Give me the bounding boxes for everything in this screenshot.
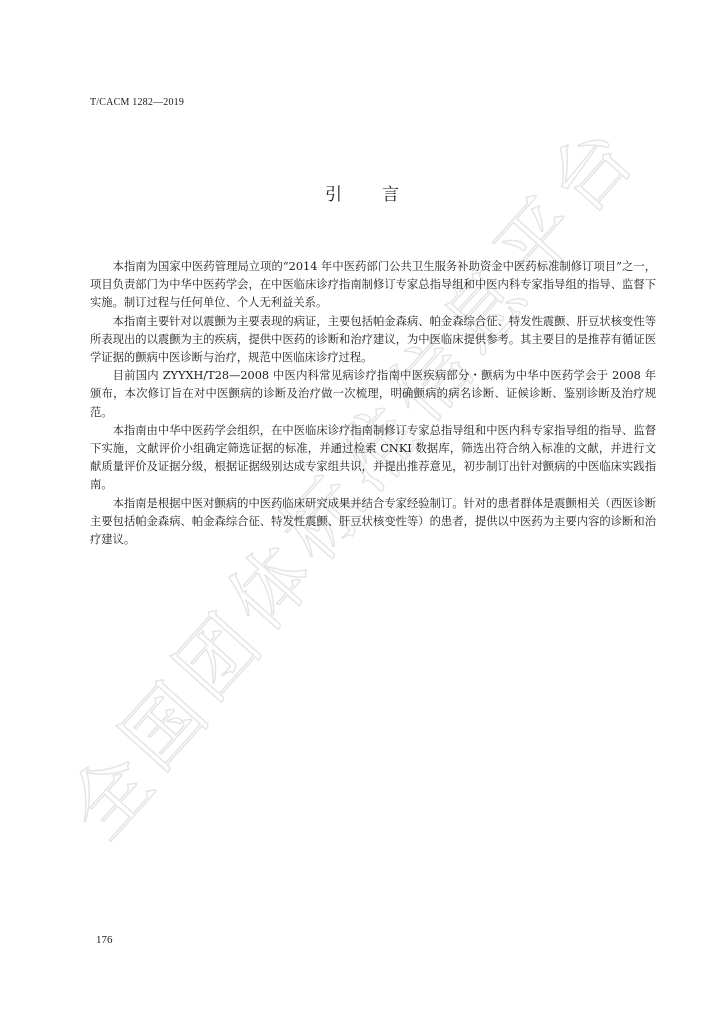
paragraph: 本指南主要针对以震颤为主要表现的病证，主要包括帕金森病、帕金森综合征、特发性震颤、肝豆状核变性等所表现出的以震颤为主的疾病，提供中医药的诊断和治疗建议，为中医临床提供参考。其主要目的是推荐有循证医学证据的颤病中医诊断与治疗，规范中医临床诊疗过程。 [90,314,656,365]
watermark-char: 信 [372,321,492,440]
paragraph: 本指南是根据中医对颤病的中医药临床研究成果并结合专家经验制订。针对的患者群体是震颤相关（西医诊断主要包括帕金森病、帕金森综合征、特发性震颤、肝豆状核变性等）的患者，提供以中医药为主要内容的诊断和治疗建议。 [90,496,656,547]
watermark-char: 标 [265,460,385,579]
watermark-char: 体 [212,529,332,648]
paragraph: 目前国内 ZYYXH/T28—2008 中医内科常见病诊疗指南中医疾病部分・颤病为中华中医药学会于 2008 年颁布，本次修订旨在对中医颤病的诊断及治疗做一次梳理，明确颤病的病名诊断、证候诊断、鉴别诊断及治疗规范。 [90,369,656,419]
watermark-char: 团 [158,598,278,718]
standard-code: T/CACM 1282—2019 [90,97,185,108]
paragraph: 本指南为国家中医药管理局立项的“2014 年中医药部门公共卫生服务补助资金中医药标准制修订项目”之一，项目负责部门为中华中医药学会，在中医临床诊疗指南制修订专家总指导组和中医内科专家指导组的指导、监督下实施。制订过程与任何单位、个人无利益关系。 [90,260,656,310]
watermark-char: 国 [105,668,225,787]
watermark-char: 准 [318,390,438,509]
watermark-char: 台 [532,112,652,232]
paragraph: 本指南由中华中医药学会组织，在中医临床诊疗指南制修订专家总指导组和中医内科专家指导组的指导、监督下实施，文献评价小组确定筛选证据的标准，并通过检索 CNKI 数据库，筛选出符合纳入标准的文献，并进行文献质量评价及证据分级，根据证据级别达成专家组共识，并提出推荐意见，初步制订出针对颤病的中医临床实践指南。 [90,423,656,492]
watermark-char: 平 [478,182,598,301]
page-number: 176 [96,934,113,946]
watermark-char: 息 [425,251,545,370]
watermark-char: 全 [52,737,172,857]
page-title: 引言 [325,185,439,205]
body-text [90,258,656,549]
